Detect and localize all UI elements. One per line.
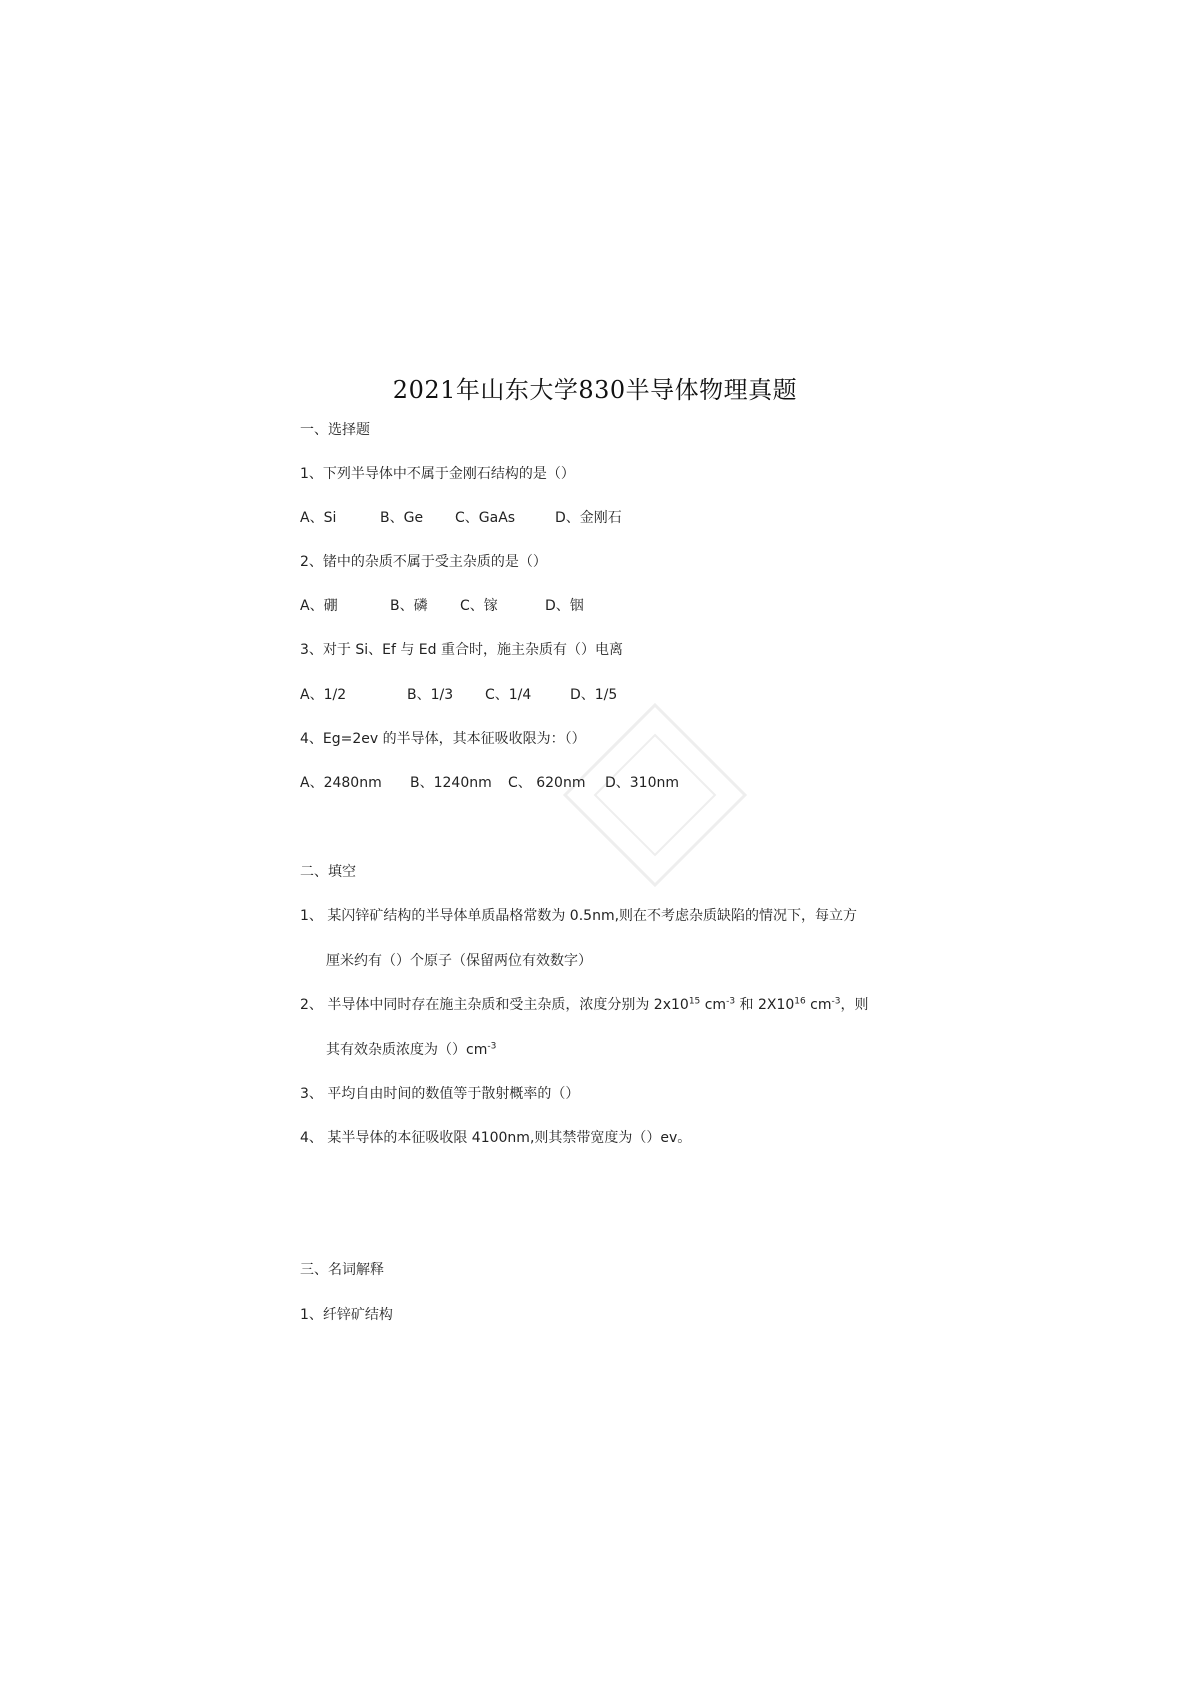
text-fragment: 其有效杂质浓度为（）cm bbox=[326, 1042, 488, 1058]
question-text bbox=[300, 995, 869, 1015]
option-b: B、1240nm bbox=[410, 775, 492, 791]
option-d: D、金刚石 bbox=[555, 510, 622, 526]
option-c: C、GaAs bbox=[455, 510, 516, 526]
superscript: 15 bbox=[688, 996, 701, 1007]
text-fragment: cm bbox=[805, 997, 832, 1013]
section-heading-fill-blank: 二、填空 bbox=[300, 864, 356, 880]
question-text: 4、 某半导体的本征吸收限 4100nm,则其禁带宽度为（）ev。 bbox=[300, 1130, 692, 1146]
text-fragment: 2、 半导体中同时存在施主杂质和受主杂质，浓度分别为 2x10 bbox=[300, 997, 689, 1013]
watermark-icon bbox=[560, 700, 750, 890]
option-c: C、镓 bbox=[460, 598, 498, 614]
text-fragment: ，则 bbox=[840, 997, 869, 1013]
option-c: C、 620nm bbox=[508, 775, 586, 791]
question-text: 4、Eg=2ev 的半导体，其本征吸收限为：（） bbox=[300, 731, 586, 747]
page-title: 2021年山东大学830半导体物理真题 bbox=[392, 376, 798, 404]
superscript: -3 bbox=[487, 1041, 497, 1052]
option-a: A、Si bbox=[300, 510, 337, 526]
option-a: A、2480nm bbox=[300, 775, 382, 791]
question-text: 3、 平均自由时间的数值等于散射概率的（） bbox=[300, 1086, 580, 1102]
question-text: 1、 某闪锌矿结构的半导体单质晶格常数为 0.5nm,则在不考虑杂质缺陷的情况下，每立方 bbox=[300, 908, 858, 924]
question-text-continuation bbox=[326, 1040, 496, 1060]
question-text: 1、纤锌矿结构 bbox=[300, 1307, 393, 1323]
question-text: 3、对于 Si、Ef 与 Ed 重合时，施主杂质有（）电离 bbox=[300, 642, 623, 658]
superscript: 16 bbox=[794, 996, 806, 1007]
option-b: B、Ge bbox=[380, 510, 424, 526]
text-fragment: cm bbox=[700, 997, 727, 1013]
option-a: A、1/2 bbox=[300, 687, 347, 703]
option-d: D、1/5 bbox=[570, 687, 618, 703]
option-b: B、磷 bbox=[390, 598, 428, 614]
option-c: C、1/4 bbox=[485, 687, 532, 703]
option-d: D、310nm bbox=[605, 775, 680, 791]
section-heading-terms: 三、名词解释 bbox=[300, 1262, 384, 1278]
question-text-continuation: 厘米约有（）个原子（保留两位有效数字） bbox=[326, 953, 592, 969]
option-d: D、铟 bbox=[545, 598, 584, 614]
option-a: A、硼 bbox=[300, 598, 338, 614]
text-fragment: 和 2X10 bbox=[735, 997, 795, 1013]
section-heading-choice: 一、选择题 bbox=[300, 422, 370, 438]
superscript: -3 bbox=[726, 996, 736, 1007]
superscript: -3 bbox=[831, 996, 841, 1007]
option-b: B、1/3 bbox=[407, 687, 454, 703]
question-text: 2、锗中的杂质不属于受主杂质的是（） bbox=[300, 554, 547, 570]
question-text: 1、下列半导体中不属于金刚石结构的是（） bbox=[300, 466, 575, 482]
